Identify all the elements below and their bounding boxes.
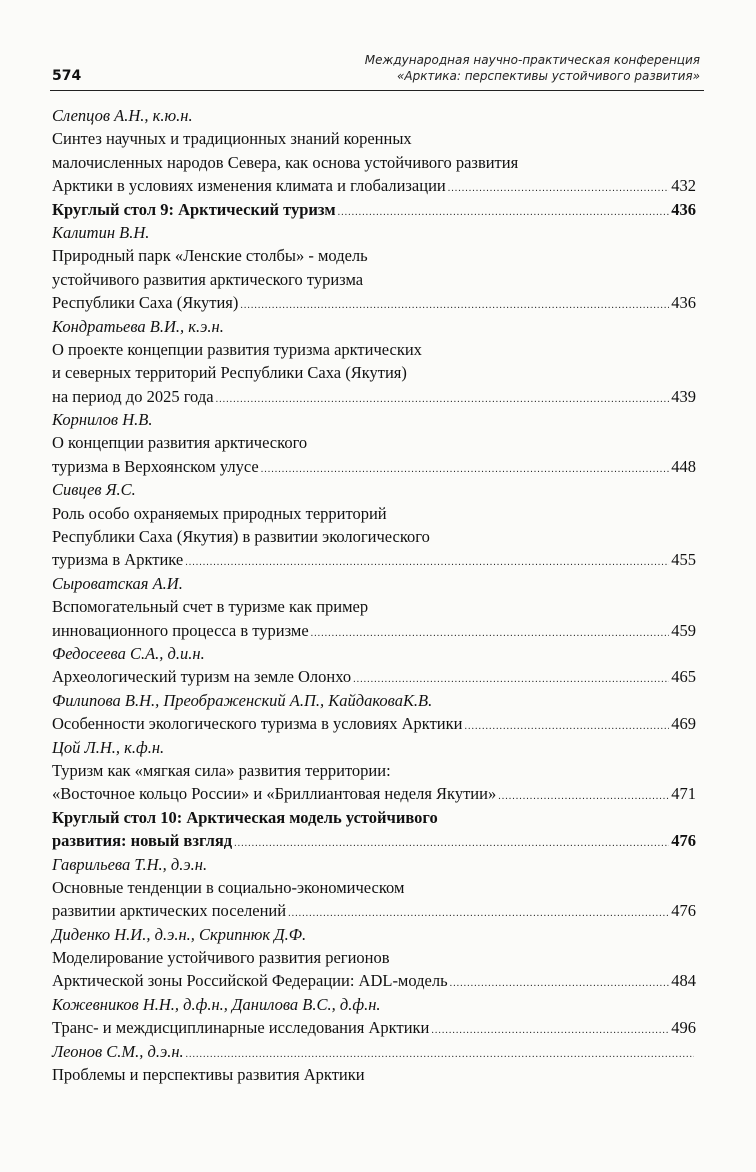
toc-entry-title: туризма в Верхоянском улусе — [52, 456, 259, 476]
toc-entry-title: развития: новый взгляд — [52, 831, 233, 851]
toc-line — [52, 291, 696, 314]
toc-entry-title: Круглый стол 9: Арктический туризм — [52, 199, 336, 219]
toc-author: Гаврильева Т.Н., д.э.н. — [52, 854, 208, 874]
toc-line: устойчивого развития арктического туризма — [52, 269, 364, 289]
toc-author: Диденко Н.И., д.э.н., Скрипнюк Д.Ф. — [52, 924, 307, 944]
toc-section-heading: Круглый стол 10: Арктическая модель устойчивого — [52, 807, 438, 827]
toc-page-number: 471 — [671, 784, 696, 804]
dot-leader — [465, 715, 670, 738]
toc-author: Калитин В.Н. — [52, 222, 150, 242]
toc-line: Республики Саха (Якутия) в развитии экологического — [52, 527, 430, 547]
toc-author: Кожевников Н.Н., д.ф.н., Данилова В.С., д.ф.н. — [52, 994, 381, 1014]
toc-page-number: 476 — [671, 901, 696, 921]
dot-leader — [338, 201, 670, 224]
toc-page-number: 476 — [671, 831, 696, 851]
dot-leader — [450, 972, 670, 995]
dot-leader — [261, 458, 670, 481]
toc-line — [52, 548, 696, 571]
toc-line: Основные тенденции в социально-экономическом — [52, 877, 405, 897]
toc-line: малочисленных народов Севера, как основа устойчивого развития — [52, 152, 519, 172]
toc-line: и северных территорий Республики Саха (Якутия) — [52, 363, 407, 383]
toc-line — [52, 385, 696, 408]
dot-leader — [185, 551, 669, 574]
dot-leader — [448, 177, 670, 200]
toc-line: О проекте концепции развития туризма арктических — [52, 339, 422, 359]
header-rule — [50, 90, 704, 91]
table-of-contents — [52, 104, 696, 1086]
toc-entry-title: Республики Саха (Якутия) — [52, 293, 239, 313]
toc-page-number: 496 — [671, 1018, 696, 1038]
toc-author: Федосеева С.А., д.и.н. — [52, 643, 205, 663]
toc-line — [52, 665, 696, 688]
dot-leader — [431, 1019, 669, 1042]
toc-author: Сивцев Я.С. — [52, 480, 136, 500]
toc-line — [52, 899, 696, 922]
dot-leader — [240, 294, 669, 317]
toc-page-number: 436 — [671, 293, 696, 313]
toc-author: Кондратьева В.И., к.э.н. — [52, 316, 224, 336]
toc-page-number: 484 — [671, 971, 696, 991]
toc-entry-title: развитии арктических поселений — [52, 901, 287, 921]
toc-page-number: 465 — [671, 667, 696, 687]
dot-leader — [311, 622, 670, 645]
conference-line-2: «Арктика: перспективы устойчивого развития» — [396, 69, 700, 83]
toc-entry-title: инновационного процесса в туризме — [52, 620, 309, 640]
toc-line: Роль особо охраняемых природных территорий — [52, 503, 387, 523]
toc-line: Туризм как «мягкая сила» развития территории: — [52, 760, 391, 780]
toc-line: Вспомогательный счет в туризме как пример — [52, 597, 369, 617]
toc-page-number: 436 — [671, 199, 696, 219]
toc-page-number: 469 — [671, 714, 696, 734]
toc-section-heading — [52, 198, 696, 221]
toc-entry-title: Археологический туризм на земле Олонхо — [52, 667, 352, 687]
toc-author: Слепцов А.Н., к.ю.н. — [52, 106, 193, 125]
toc-entry-title: «Восточное кольцо России» и «Бриллиантовая неделя Якутии» — [52, 784, 497, 804]
running-header — [50, 40, 704, 100]
toc-page-number: 448 — [671, 456, 696, 476]
toc-author: Корнилов Н.В. — [52, 410, 153, 430]
toc-page-number: 459 — [671, 620, 696, 640]
toc-author: Филипова В.Н., Преображенский А.П., КайдаковаК.В. — [52, 690, 433, 710]
toc-entry-title: на период до 2025 года — [52, 386, 214, 406]
dot-leader — [498, 785, 669, 808]
toc-line — [52, 782, 696, 805]
toc-line — [52, 712, 696, 735]
toc-line — [52, 619, 696, 642]
toc-page-number: 432 — [671, 176, 696, 196]
toc-page-number: 455 — [671, 550, 696, 570]
toc-line: О концепции развития арктического — [52, 433, 308, 453]
toc-entry-title: Транс- и междисциплинарные исследования Арктики — [52, 1018, 430, 1038]
toc-entry-title: Особенности экологического туризма в условиях Арктики — [52, 714, 463, 734]
toc-line — [52, 1016, 696, 1039]
toc-entry-title: Арктики в условиях изменения климата и глобализации — [52, 176, 446, 196]
toc-line — [52, 455, 696, 478]
toc-line — [52, 174, 696, 197]
toc-line: Моделирование устойчивого развития регионов — [52, 948, 390, 968]
dot-leader — [288, 902, 669, 925]
dot-leader — [234, 832, 669, 855]
dot-leader — [216, 388, 670, 411]
toc-entry-title: Арктической зоны Российской Федерации: ADL-модель — [52, 971, 448, 991]
toc-author — [52, 1040, 696, 1063]
toc-entry-title: туризма в Арктике — [52, 550, 184, 570]
toc-author: Цой Л.Н., к.ф.н. — [52, 737, 165, 757]
conference-line-1: Международная научно-практическая конференция — [364, 53, 700, 67]
toc-line: Природный парк «Ленские столбы» - модель — [52, 246, 368, 266]
toc-entry-title: Леонов С.М., д.э.н. — [52, 1041, 184, 1061]
toc-line: Синтез научных и традиционных знаний коренных — [52, 129, 412, 149]
page-number: 574 — [52, 68, 82, 84]
conference-title — [365, 52, 700, 84]
toc-section-heading — [52, 829, 696, 852]
toc-author: Сыроватская А.И. — [52, 573, 183, 593]
toc-page-number: 439 — [671, 386, 696, 406]
toc-line — [52, 969, 696, 992]
toc-line: Проблемы и перспективы развития Арктики — [52, 1065, 365, 1085]
